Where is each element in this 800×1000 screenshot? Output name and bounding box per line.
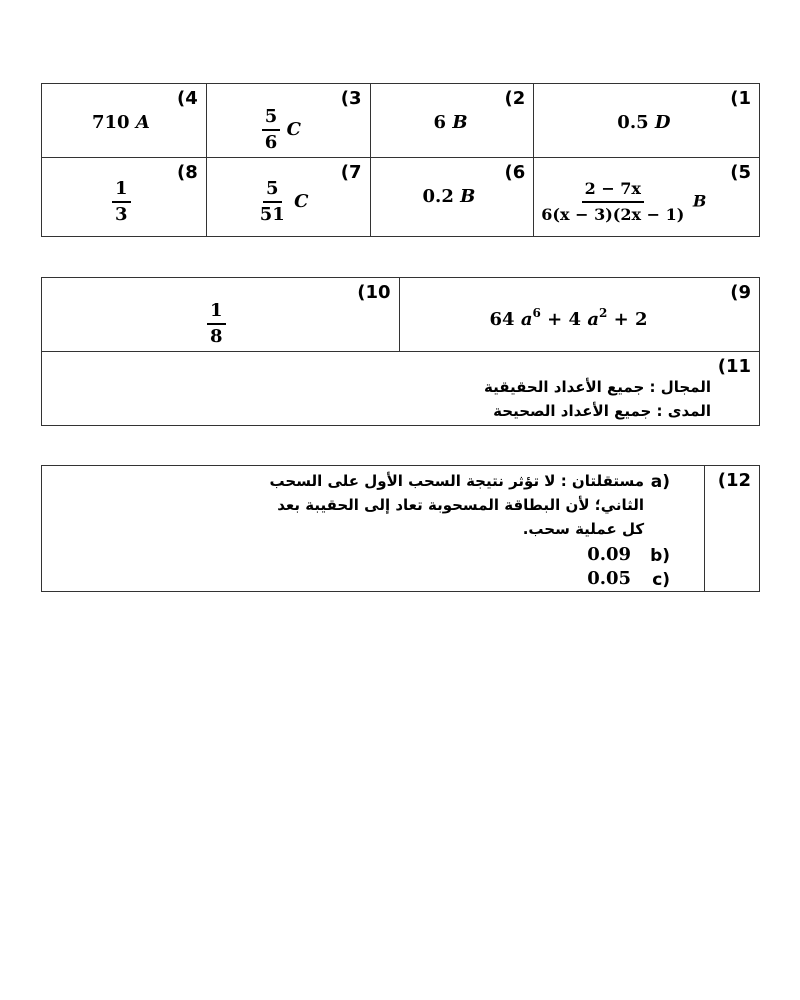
cell-q11 <box>42 352 760 426</box>
q10-answer <box>207 300 226 348</box>
q9-number: (9 <box>730 282 751 303</box>
q2-answer: 6 B <box>433 112 468 133</box>
q6-number: (6 <box>504 162 526 183</box>
cell-q7 <box>206 158 370 237</box>
q12-number: (12 <box>717 470 751 491</box>
q10-fraction: $\frac{1}{8}$ <box>207 300 226 348</box>
q11-domain: المجال : جميع الأعداد الحقيقية <box>484 378 711 396</box>
answers-table-2 <box>41 277 760 426</box>
q3-answer: $\frac{5}{6}$ C <box>262 106 301 154</box>
q12-b-value: 0.09 <box>587 544 632 565</box>
cell-q2 <box>370 84 534 158</box>
q4-answer: 710 A <box>92 112 150 133</box>
q4-number: (4 <box>177 88 198 109</box>
q12-c-value: 0.05 <box>587 568 632 589</box>
cell-q1 <box>534 84 760 158</box>
q5-answer: $\frac{2 - 7x}{6(x - 3)(2x - 1)}$ B <box>538 178 706 226</box>
cell-q4 <box>42 84 207 158</box>
q3-fraction: $\frac{5}{6}$ <box>262 106 281 154</box>
cell-q12-number <box>705 466 760 592</box>
q10-number: (10 <box>357 282 391 303</box>
answers-table-1 <box>41 83 760 237</box>
cell-q12-content <box>42 466 705 592</box>
q7-answer: $\frac{5}{51}$ C <box>257 178 309 226</box>
cell-q10 <box>42 278 400 352</box>
q7-fraction: $\frac{5}{51}$ <box>259 178 285 225</box>
q9-answer: 64 $a^6 + 4$ $a^2 + 2$ <box>489 306 648 330</box>
q6-answer: 0.2 B <box>422 186 476 207</box>
q8-fraction: $\frac{1}{3}$ <box>112 178 131 226</box>
q11-range: المدى : جميع الأعداد الصحيحة <box>493 402 711 420</box>
cell-q8 <box>42 158 207 237</box>
answers-table-3 <box>41 465 760 592</box>
q1-answer: 0.5 D <box>617 112 671 133</box>
cell-q6 <box>370 158 534 237</box>
q12-a-line3: كل عملية سحب. <box>522 520 645 538</box>
q12-c-label: (c <box>652 570 671 590</box>
q12-b-label: (b <box>650 546 671 566</box>
q1-number: (1 <box>730 88 751 109</box>
q3-number: (3 <box>340 88 362 109</box>
q12-a-line1: مستقلتان : لا تؤثر نتيجة السحب الأول على السحب <box>269 472 645 490</box>
q11-number: (11 <box>717 356 751 377</box>
q5-number: (5 <box>730 162 751 183</box>
q12-a-label: (a <box>650 472 671 492</box>
cell-q5 <box>534 158 760 237</box>
q7-number: (7 <box>340 162 362 183</box>
cell-q3 <box>206 84 370 158</box>
q5-fraction: $\frac{2 - 7x}{6(x - 3)(2x - 1)}$ <box>541 179 685 224</box>
q12-a-line2: الثاني؛ لأن البطاقة المسحوبة تعاد إلى الحقيبة بعد <box>277 496 645 514</box>
cell-q9 <box>399 278 760 352</box>
q8-number: (8 <box>177 162 198 183</box>
q2-number: (2 <box>504 88 526 109</box>
q8-answer <box>112 178 131 226</box>
